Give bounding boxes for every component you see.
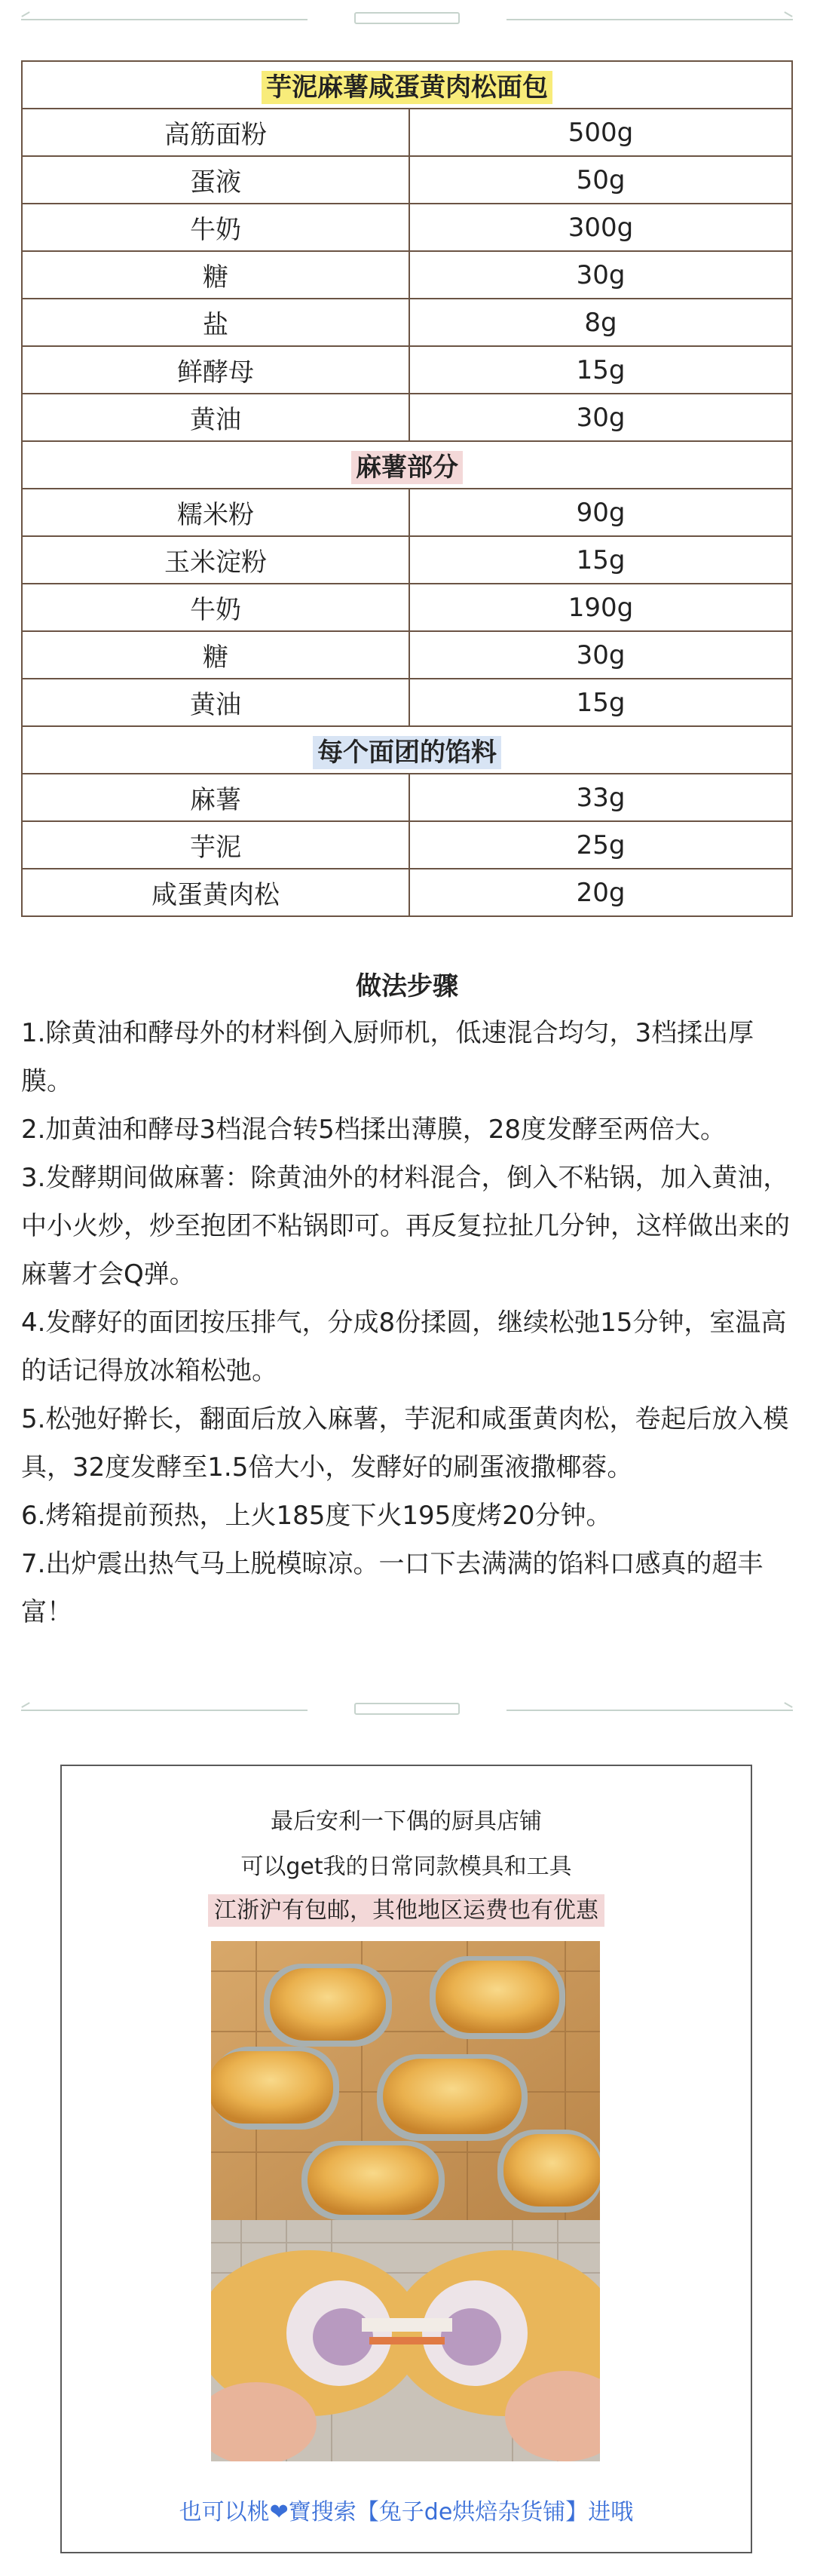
- bread-photo: [211, 1941, 600, 2461]
- step-item: 6.烤箱提前预热，上火185度下火195度烤20分钟。: [21, 1501, 612, 1531]
- ingredient-amount: 33g: [409, 774, 792, 821]
- ingredient-amount: 90g: [409, 489, 792, 536]
- ingredient-amount: 20g: [409, 869, 792, 916]
- table-row: [22, 679, 792, 726]
- ingredient-name: 咸蛋黄肉松: [22, 869, 409, 916]
- table-row: [22, 489, 792, 536]
- ingredient-name: 玉米淀粉: [22, 536, 409, 584]
- promo-line-1: 最后安利一下偶的厨具店铺: [271, 1808, 542, 1835]
- promo-line-3: 江浙沪有包邮，其他地区运费也有优惠: [62, 1891, 751, 1924]
- bread-photo-image: [211, 1941, 600, 2461]
- shop-promo-box: [60, 1765, 752, 2553]
- ingredient-name: 蛋液: [22, 156, 409, 204]
- table-row: [22, 251, 792, 299]
- steps-title: 做法步骤: [356, 971, 458, 1001]
- table-row: [22, 346, 792, 394]
- step-item: 5.松弛好擀长，翻面后放入麻薯，芋泥和咸蛋黄肉松，卷起后放入模具，32度发酵至1.5倍大小，发酵好的刷蛋液撒椰蓉。: [21, 1404, 789, 1483]
- table-row: [22, 774, 792, 821]
- recipe-title-label: 芋泥麻薯咸蛋黄肉松面包: [262, 71, 552, 104]
- filling-section-title: [22, 726, 792, 774]
- table-row: [22, 109, 792, 156]
- ingredient-amount: 190g: [409, 584, 792, 631]
- promo-search-link[interactable]: 也可以桃❤寶搜索【兔子de烘焙杂货铺】进哦: [179, 2499, 634, 2525]
- ingredient-name: 黄油: [22, 394, 409, 441]
- ingredient-amount: 30g: [409, 251, 792, 299]
- ingredient-name: 糖: [22, 251, 409, 299]
- ingredient-amount: 8g: [409, 299, 792, 346]
- ingredient-amount: 300g: [409, 204, 792, 251]
- mochi-section-title-label: 麻薯部分: [351, 451, 463, 484]
- ingredient-name: 芋泥: [22, 821, 409, 869]
- table-row: [22, 204, 792, 251]
- ingredient-amount: 15g: [409, 346, 792, 394]
- table-row: [22, 631, 792, 679]
- ingredient-amount: 30g: [409, 394, 792, 441]
- ingredient-amount: 30g: [409, 631, 792, 679]
- step-item: 2.加黄油和酵母3档混合转5档揉出薄膜，28度发酵至两倍大。: [21, 1115, 726, 1145]
- table-row: [22, 869, 792, 916]
- ingredient-name: 糖: [22, 631, 409, 679]
- ingredient-amount: 50g: [409, 156, 792, 204]
- ingredient-name: 牛奶: [22, 584, 409, 631]
- promo-line-2: 可以get我的日常同款模具和工具: [240, 1854, 572, 1880]
- ingredient-name: 牛奶: [22, 204, 409, 251]
- step-item: 1.除黄油和酵母外的材料倒入厨师机，低速混合均匀，3档揉出厚膜。: [21, 1018, 754, 1096]
- ingredient-name: 麻薯: [22, 774, 409, 821]
- table-row: [22, 394, 792, 441]
- ingredient-name: 鲜酵母: [22, 346, 409, 394]
- ingredient-name: 盐: [22, 299, 409, 346]
- step-item: 4.发酵好的面团按压排气，分成8份揉圆，继续松弛15分钟，室温高的话记得放冰箱松弛。: [21, 1308, 787, 1386]
- ingredient-amount: 25g: [409, 821, 792, 869]
- recipe-table: [21, 60, 793, 917]
- filling-section-title-label: 每个面团的馅料: [313, 736, 501, 769]
- top-divider: [21, 11, 793, 29]
- bottom-divider: [21, 1701, 793, 1719]
- ingredient-amount: 15g: [409, 679, 792, 726]
- table-row: [22, 299, 792, 346]
- mochi-section-title: [22, 441, 792, 489]
- ingredient-name: 黄油: [22, 679, 409, 726]
- ingredient-name: 高筋面粉: [22, 109, 409, 156]
- table-row: [22, 156, 792, 204]
- steps-list: [21, 1009, 794, 1636]
- step-item: 7.出炉震出热气马上脱模晾凉。一口下去满满的馅料口感真的超丰富！: [21, 1549, 764, 1627]
- ingredient-amount: 500g: [409, 109, 792, 156]
- recipe-title: [22, 61, 792, 109]
- ingredient-name: 糯米粉: [22, 489, 409, 536]
- table-row: [22, 584, 792, 631]
- table-row: [22, 536, 792, 584]
- table-row: [22, 821, 792, 869]
- ingredient-amount: 15g: [409, 536, 792, 584]
- step-item: 3.发酵期间做麻薯：除黄油外的材料混合，倒入不粘锅，加入黄油，中小火炒，炒至抱团不粘锅即可。再反复拉扯几分钟，这样做出来的麻薯才会Q弹。: [21, 1163, 790, 1290]
